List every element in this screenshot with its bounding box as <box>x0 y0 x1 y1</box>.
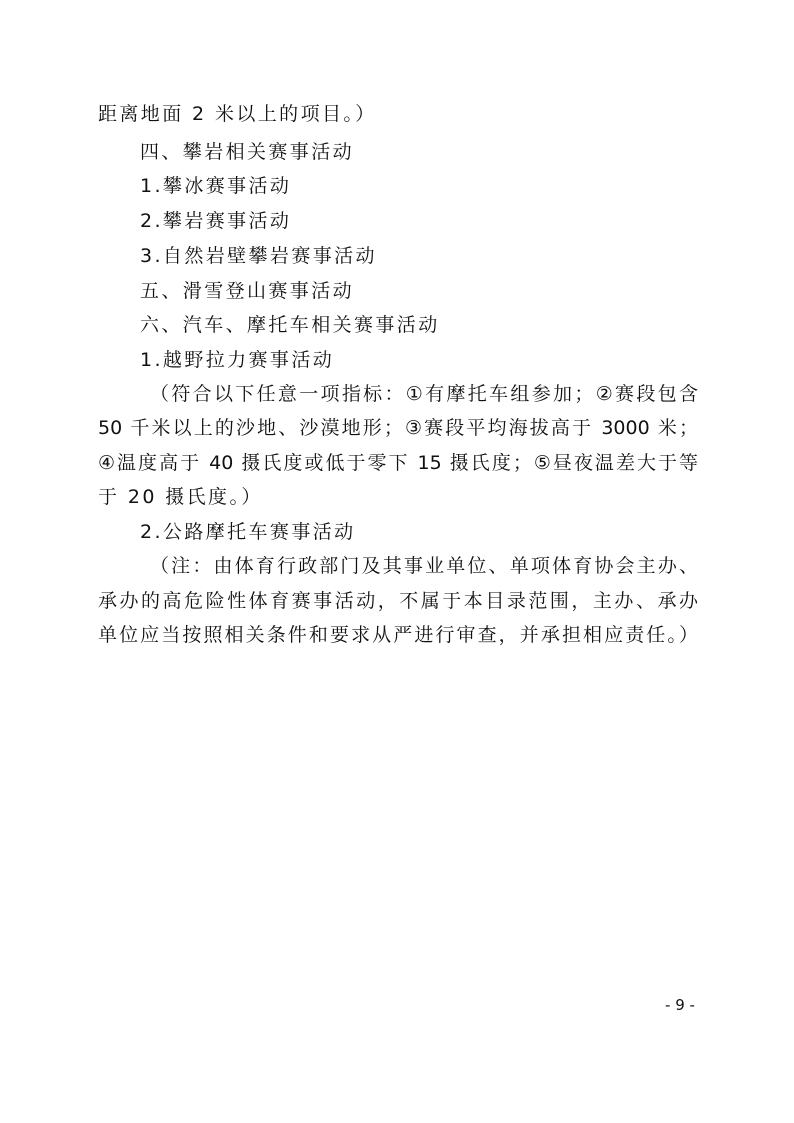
note-line: 单位应当按照相关条件和要求从严进行审查，并承担相应责任。） <box>98 624 698 646</box>
list-item: 1.越野拉力赛事活动 <box>140 349 335 371</box>
list-item: 1.攀冰赛事活动 <box>140 175 292 197</box>
list-item: 3.自然岩壁攀岩赛事活动 <box>140 245 377 267</box>
text-line: ④温度高于 40 摄氏度或低于零下 15 摄氏度；⑤昼夜温差大于等 <box>98 452 698 474</box>
note-line: 承办的高危险性体育赛事活动，不属于本目录范围，主办、承办 <box>98 590 698 612</box>
text-line: 50 千米以上的沙地、沙漠地形；③赛段平均海拔高于 3000 米； <box>98 417 698 439</box>
list-item: 2.公路摩托车赛事活动 <box>140 521 356 543</box>
note-line: （注：由体育行政部门及其事业单位、单项体育协会主办、 <box>150 555 698 577</box>
text-line: （符合以下任意一项指标：①有摩托车组参加；②赛段包含 <box>150 383 698 405</box>
page-number: - 9 - <box>665 996 695 1014</box>
section-heading: 五、滑雪登山赛事活动 <box>140 280 355 302</box>
section-heading: 四、攀岩相关赛事活动 <box>140 141 355 163</box>
section-heading: 六、汽车、摩托车相关赛事活动 <box>140 314 440 336</box>
list-item: 2.攀岩赛事活动 <box>140 210 292 232</box>
text-line: 距离地面 2 米以上的项目。） <box>98 103 377 125</box>
text-line: 于 20 摄氏度。） <box>98 486 263 508</box>
